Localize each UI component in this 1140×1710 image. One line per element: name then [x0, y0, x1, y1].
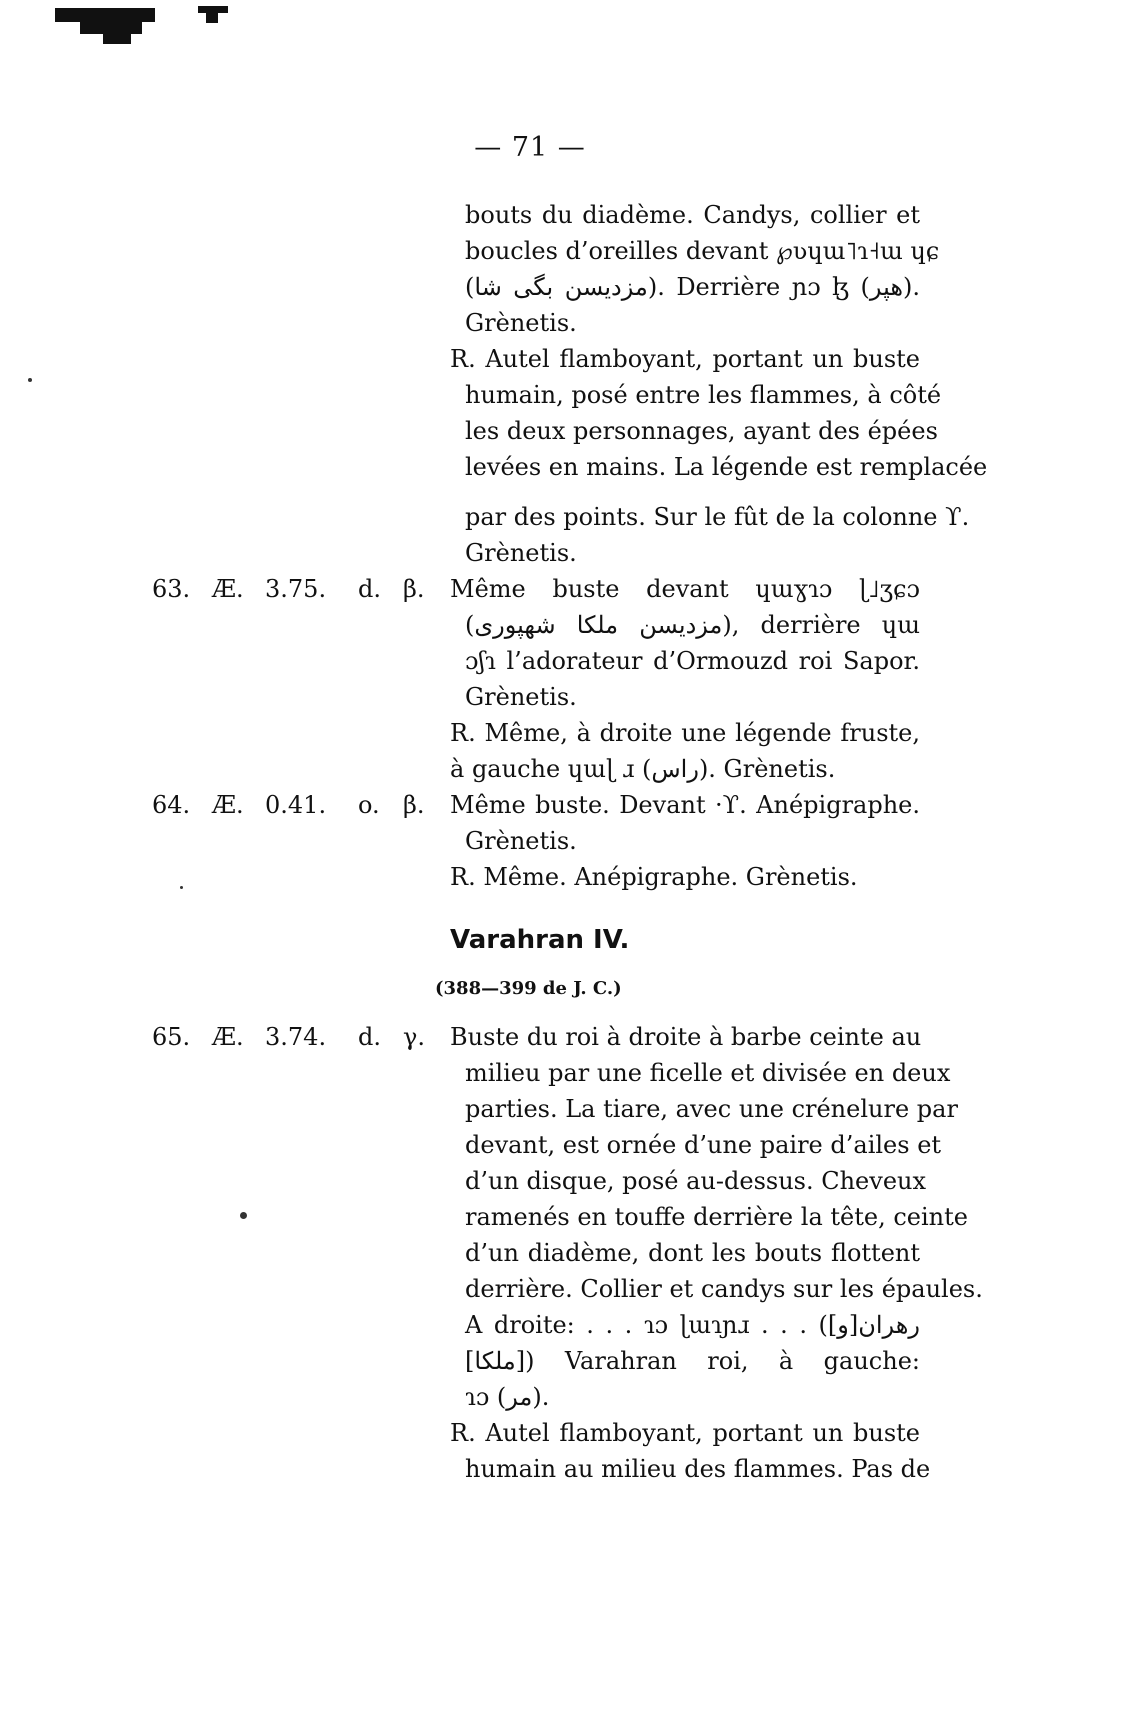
entry-weight: 3.74.: [265, 1023, 327, 1051]
scan-mark-top-left-3: [103, 30, 131, 44]
entry-metal: Æ.: [212, 791, 244, 819]
obverse-line: Buste du roi à droite à barbe ceinte au: [450, 1023, 922, 1051]
section-dates: (388—399 de J. C.): [435, 978, 622, 999]
reverse-line: à gauche ɥɯɭ ɹ (راس). Grènetis.: [450, 755, 836, 783]
obverse-line: Grènetis.: [465, 683, 577, 711]
entry-weight: 3.75.: [265, 575, 327, 603]
text-line: boucles d’oreilles devant ℘ʋɥɯ˥ɿ˧ɯ ɥɕ: [465, 237, 940, 265]
entry-size: d.: [358, 1023, 381, 1051]
obverse-line: milieu par une ficelle et divisée en deux: [465, 1059, 951, 1087]
reverse-line: R. Même. Anépigraphe. Grènetis.: [450, 863, 858, 891]
speck-2: [28, 378, 32, 382]
page-number: — 71 —: [474, 132, 586, 163]
obverse-line: parties. La tiare, avec une crénelure par: [465, 1095, 958, 1123]
obverse-line: A droite: . . . ɿɔ ɭɯɿɲɹ . . . ([و]رهران: [465, 1311, 920, 1339]
reverse-line: R. Autel flamboyant, portant un buste: [450, 345, 920, 373]
entry-weight: 0.41.: [265, 791, 327, 819]
obverse-line: Grènetis.: [465, 827, 577, 855]
reverse-line: humain au milieu des flammes. Pas de: [465, 1455, 931, 1483]
reverse-line: humain, posé entre les flammes, à côté: [465, 381, 942, 409]
obverse-line: [ملکا]) Varahran roi, à gauche:: [465, 1347, 920, 1375]
obverse-line: Même buste devant ɥɯɣɿɔ ɭ˩ʒɕɔ: [450, 575, 920, 603]
scan-mark-top-small-2: [206, 11, 218, 23]
speck-3: [180, 886, 183, 889]
entry-number: 65.: [152, 1023, 191, 1051]
entry-number: 63.: [152, 575, 191, 603]
speck-1: [240, 1212, 247, 1219]
obverse-line: ɿɔ (مر).: [465, 1383, 550, 1411]
reverse-line: par des points. Sur le fût de la colonne ϒ.: [465, 503, 970, 531]
section-title: Varahran IV.: [450, 925, 630, 955]
entry-type: γ.: [403, 1023, 425, 1051]
entry-type: β.: [403, 575, 425, 603]
obverse-line: Même buste. Devant ·ϒ. Anépigraphe.: [450, 791, 920, 819]
obverse-line: ramenés en touffe derrière la tête, ceinte: [465, 1203, 968, 1231]
obverse-line: d’un diadème, dont les bouts flottent: [465, 1239, 920, 1267]
reverse-line: levées en mains. La légende est remplacée: [465, 453, 988, 481]
text-line: bouts du diadème. Candys, collier et: [465, 201, 920, 229]
entry-size: o.: [358, 791, 380, 819]
text-line: (مزدیسن بگی شا). Derrière ɲɔ ɮ (هپر).: [465, 273, 920, 301]
obverse-line: d’un disque, posé au-dessus. Cheveux: [465, 1167, 927, 1195]
entry-type: β.: [403, 791, 425, 819]
obverse-line: ɔʃɿ l’adorateur d’Ormouzd roi Sapor.: [465, 647, 920, 675]
entry-metal: Æ.: [212, 1023, 244, 1051]
obverse-line: derrière. Collier et candys sur les épaules.: [465, 1275, 983, 1303]
entry-metal: Æ.: [212, 575, 244, 603]
entry-number: 64.: [152, 791, 191, 819]
reverse-line: Grènetis.: [465, 539, 577, 567]
obverse-line: (مزدیسن ملکا شهپوری), derrière ɥɯ: [465, 611, 920, 639]
reverse-line: R. Même, à droite une légende fruste,: [450, 719, 920, 747]
reverse-line: les deux personnages, ayant des épées: [465, 417, 938, 445]
reverse-line: R. Autel flamboyant, portant un buste: [450, 1419, 920, 1447]
text-line: Grènetis.: [465, 309, 577, 337]
entry-size: d.: [358, 575, 381, 603]
obverse-line: devant, est ornée d’une paire d’ailes et: [465, 1131, 942, 1159]
